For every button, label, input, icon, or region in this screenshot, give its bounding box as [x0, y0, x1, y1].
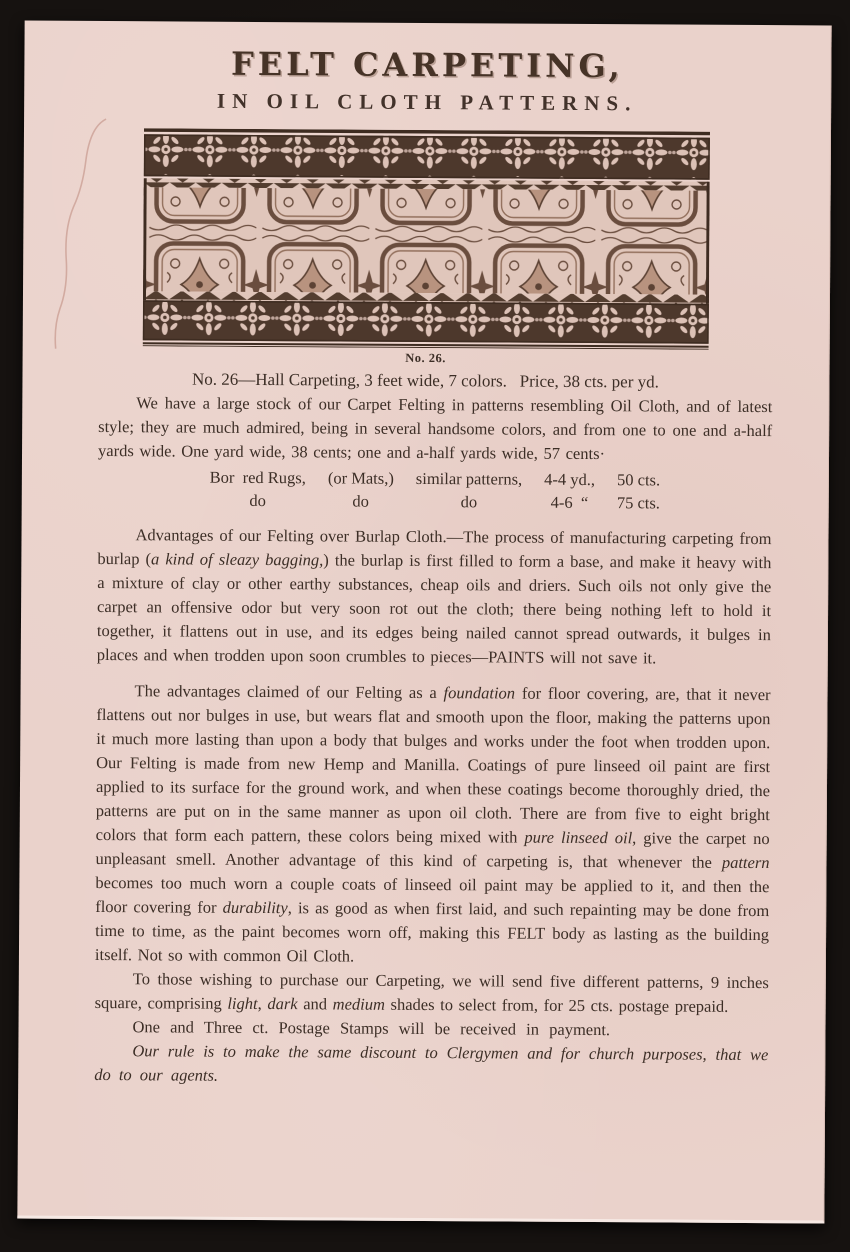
figure-block — [143, 128, 710, 367]
paragraph-intro: We have a large stock of our Carpet Felting in patterns resembling Oil Cloth, and of latest style; they are much admired, being in several handsome colors, and from one to one and a-half yards wide. One yard wide, 38 cents; one and a-half yards wide, 57 cents· — [97, 393, 773, 464]
rug-cell: 50 cts. — [616, 470, 661, 490]
body-text-column — [94, 391, 772, 1091]
rug-cell: 4-6 “ — [550, 492, 589, 512]
rug-cell: do — [249, 490, 266, 511]
paragraph-foundation: The advantages claimed of our Felting as a foundation for floor covering, are, that it never flattens out nor bulges in use, but wears flat and smooth upon the floor, making the patterns upon it much more lasting than upon a body that bulges and works under the foot when trodden upon. Our Felting is made from new Hemp and Manilla. Coatings of pure linseed oil paint are first applied to its surface for the ground work, and when these coatings become thoroughly dried, the patterns are put on in the same manner as upon oil cloth. There are from five to eight bright colors that form each pattern, these colors being mixed with pure linseed oil, give the carpet no unpleasant smell. Another advantage of this kind of carpeting is, that whenever the pattern becomes too much worn a couple coats of linseed oil paint may be applied to it, and then the floor covering for durability, is as good as when first laid, and such repainting may be done from time to time, as the paint becomes worn off, making this FELT body as lasting as the building itself. Not so with common Oil Cloth. — [94, 681, 771, 966]
rug-cell: (or Mats,) — [327, 468, 394, 488]
rug-cell: Bor red Rugs, — [209, 467, 306, 488]
paragraph-stamps: One and Three ct. Postage Stamps will be received in payment. — [132, 1017, 611, 1040]
rug-cell: do — [460, 492, 478, 512]
rug-cell: do — [352, 491, 370, 511]
page-subtitle: IN OIL CLOTH PATTERNS. — [216, 88, 638, 116]
rug-price-table — [198, 466, 671, 515]
rug-cell: 75 cts. — [616, 493, 661, 513]
rug-cell: 4-4 yd., — [544, 469, 596, 490]
rug-price-row — [198, 489, 671, 515]
rug-cell: similar patterns, — [415, 468, 523, 489]
paragraph-discount-rule: Our rule is to make the same discount to Clergymen and for church purposes, that we do to our agents. — [94, 1041, 769, 1085]
document-sheet — [17, 21, 831, 1224]
rug-price-row — [199, 466, 672, 492]
product-caption-line: No. 26—Hall Carpeting, 3 feet wide, 7 colors. Price, 38 cts. per yd. — [191, 369, 659, 392]
paragraph-advantages: Advantages of our Felting over Burlap Cloth.—The process of manufacturing carpeting from burlap (a kind of sleazy bagging,) the burlap is first filled to form a base, and make it heavy with a mixture of clay or other earthy substances, cheap oils and driers. Such oils not only give the carpet an offensive odor but very soon rot out the cloth; there being nothing left to hold it together, it flattens out in use, and its edges being nailed cannot spread outwards, it bulges in places and when trodden upon soon crumbles to pieces—PAINTS will not save it. — [96, 525, 772, 668]
page-title: FELT CARPETING, — [230, 44, 624, 86]
figure-caption: No. 26. — [405, 350, 446, 366]
carpet-pattern-engraving-image — [143, 128, 710, 349]
paragraph-purchase: To those wishing to purchase our Carpeting, we will send five different patterns, 9 inches square, comprising light, dark and medium shades to select from, for 25 cts. postage prepaid. — [94, 969, 769, 1016]
